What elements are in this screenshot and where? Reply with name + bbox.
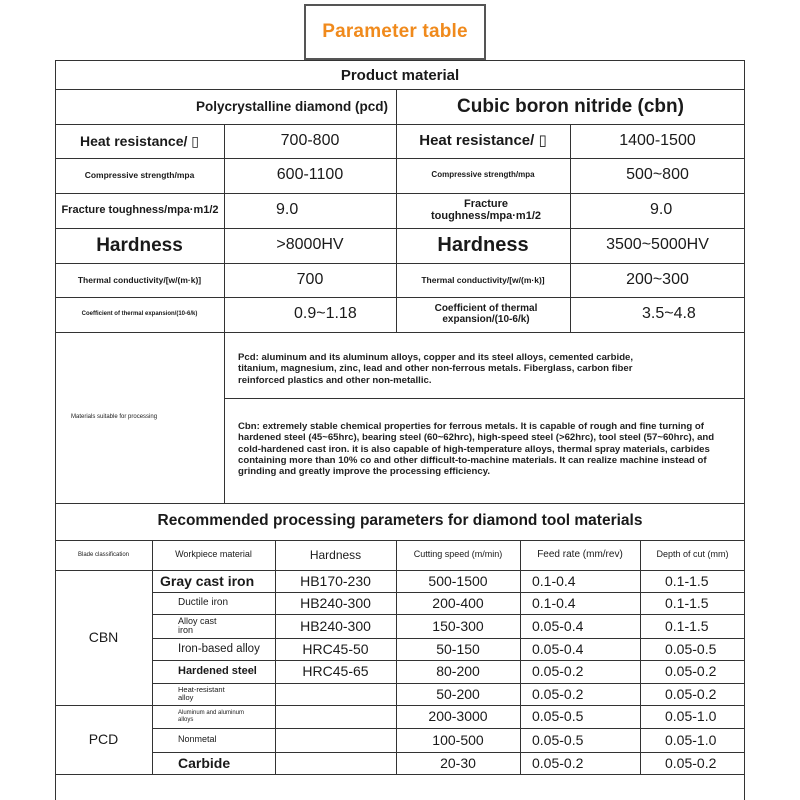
table-row-hardness: HRC45-50: [302, 640, 369, 657]
table-row-feed: 0.05-0.2: [532, 663, 584, 680]
table-row-material: Iron-based alloy: [178, 642, 260, 655]
table-row-speed: 100-500: [432, 731, 484, 748]
header-cutting-speed: Cutting speed (m/min): [413, 549, 503, 560]
pcd-property-label: Hardness: [96, 234, 183, 256]
table-row-speed: 20-30: [440, 754, 476, 771]
divider: [152, 540, 153, 774]
table-row-speed: 150-300: [432, 617, 484, 634]
divider: [520, 540, 521, 774]
table-row-feed: 0.05-0.5: [532, 708, 584, 725]
cbn-materials-text: Cbn: extremely stable chemical properties for ferrous metals. It is capable of rough and fine turning of hardened steel (45~65hrc), bearing steel (60~62hrc), high-speed steel (>62hrc), tool steel (57~60hrc), and cold-hardened cast iron. it is also capable of high-temperature alloys, thermal spray materials, carbides containing more than 10% co and other difficult-to-machine materials. It can realize machine instead of grinding and greatly improve the processing efficiency.: [238, 421, 715, 478]
table-row-material: Heat-resistant alloy: [178, 685, 225, 702]
divider: [224, 398, 745, 399]
cbn-property-value: 9.0: [650, 201, 673, 219]
table-row-speed: 80-200: [436, 663, 480, 680]
pcd-materials-text: Pcd: aluminum and its aluminum alloys, copper and its steel alloys, cemented carbide, titanium, magnesium, zinc, lead and other non-ferrous metals. Fiberglass, carbon fiber reinforced plastics and other non-metallic.: [238, 352, 634, 386]
pcd-property-value: 700: [296, 270, 324, 288]
cbn-property-label: Fracture toughness/mpa·m1/2: [430, 197, 542, 222]
table-row-depth: 0.05-0.2: [665, 685, 717, 702]
table-row-material: Aluminum and aluminum alloys: [178, 710, 245, 723]
table-row-depth: 0.05-0.2: [665, 754, 717, 771]
group-pcd: PCD: [88, 731, 119, 748]
table-row-hardness: HRC45-65: [302, 663, 369, 680]
table-row-material: Ductile iron: [178, 596, 229, 608]
pcd-property-value: 9.0: [276, 201, 299, 219]
table-row-feed: 0.05-0.4: [532, 640, 584, 657]
cbn-property-label: Thermal conductivity/[w/(m·k)]: [421, 274, 545, 285]
table-row-material: Gray cast iron: [160, 572, 255, 589]
header-hardness: Hardness: [309, 547, 362, 562]
cbn-property-label: Compressive strength/mpa: [431, 170, 535, 180]
page-title: Parameter table: [322, 21, 468, 42]
pcd-property-label: Fracture toughness/mpa·m1/2: [61, 203, 219, 216]
table-row-feed: 0.05-0.4: [532, 617, 584, 634]
table-row-speed: 200-400: [432, 594, 484, 611]
table-row-speed: 500-1500: [428, 572, 488, 589]
cbn-property-value: 3.5~4.8: [642, 305, 696, 323]
pcd-property-value: 700-800: [280, 131, 340, 149]
table-row-feed: 0.05-0.2: [532, 754, 584, 771]
cbn-property-label: Heat resistance/ ▯: [419, 132, 547, 150]
table-row-feed: 0.05-0.2: [532, 685, 584, 702]
table-row-speed: 200-3000: [428, 708, 488, 725]
header-feed-rate: Feed rate (mm/rev): [537, 548, 623, 560]
table-row-depth: 0.05-1.0: [665, 708, 717, 725]
cbn-header: Cubic boron nitride (cbn): [457, 96, 684, 118]
pcd-header: Polycrystalline diamond (pcd): [195, 98, 388, 114]
table-row-material: Alloy cast iron: [178, 615, 217, 635]
product-material-header: Product material: [340, 66, 460, 84]
title-box: [304, 4, 486, 60]
header-workpiece-material: Workpiece material: [175, 549, 252, 560]
table-row-depth: 0.1-1.5: [665, 594, 709, 611]
divider: [224, 332, 225, 503]
table-row-hardness: HB240-300: [300, 617, 371, 634]
table-row-depth: 0.1-1.5: [665, 617, 709, 634]
cbn-property-label: Hardness: [437, 234, 529, 256]
table-row-feed: 0.1-0.4: [532, 594, 576, 611]
group-cbn: CBN: [88, 629, 119, 646]
pcd-property-label: Compressive strength/mpa: [84, 170, 195, 181]
table-row-speed: 50-200: [436, 685, 480, 702]
pcd-property-value: >8000HV: [276, 236, 344, 254]
divider: [55, 774, 745, 775]
table-row-depth: 0.05-1.0: [665, 731, 717, 748]
divider: [640, 540, 641, 774]
pcd-property-label: Coefficient of thermal expansion/(10-6/k): [81, 311, 198, 318]
pcd-property-value: 0.9~1.18: [294, 305, 357, 323]
header-blade-classification: Blade classification: [77, 551, 130, 558]
table-row-depth: 0.05-0.2: [665, 663, 717, 680]
pcd-property-value: 600-1100: [276, 166, 344, 184]
table-row-material: Nonmetal: [178, 734, 217, 745]
table-row-depth: 0.1-1.5: [665, 572, 709, 589]
cbn-property-value: 1400-1500: [619, 131, 696, 149]
pcd-property-label: Thermal conductivity/[w/(m·k)]: [77, 274, 202, 285]
cbn-property-label: Coefficient of thermal expansion/(10-6/k): [434, 303, 538, 325]
pcd-property-label: Heat resistance/ ▯: [80, 132, 199, 149]
table-row-hardness: HB170-230: [300, 572, 371, 589]
table-row-material: Hardened steel: [178, 664, 257, 677]
cbn-property-value: 500~800: [626, 166, 689, 184]
table-row-speed: 50-150: [436, 640, 480, 657]
header-depth-of-cut: Depth of cut (mm): [656, 549, 729, 560]
table-row-feed: 0.05-0.5: [532, 731, 584, 748]
table-row-feed: 0.1-0.4: [532, 572, 576, 589]
materials-label: Materials suitable for processing: [71, 414, 158, 421]
table-row-hardness: HB240-300: [300, 594, 371, 611]
table-row-material: Carbide: [178, 754, 231, 771]
table-row-depth: 0.05-0.5: [665, 640, 717, 657]
cbn-property-value: 200~300: [626, 270, 689, 288]
cbn-property-value: 3500~5000HV: [606, 236, 709, 254]
recommended-title: Recommended processing parameters for diamond tool materials: [157, 512, 643, 530]
